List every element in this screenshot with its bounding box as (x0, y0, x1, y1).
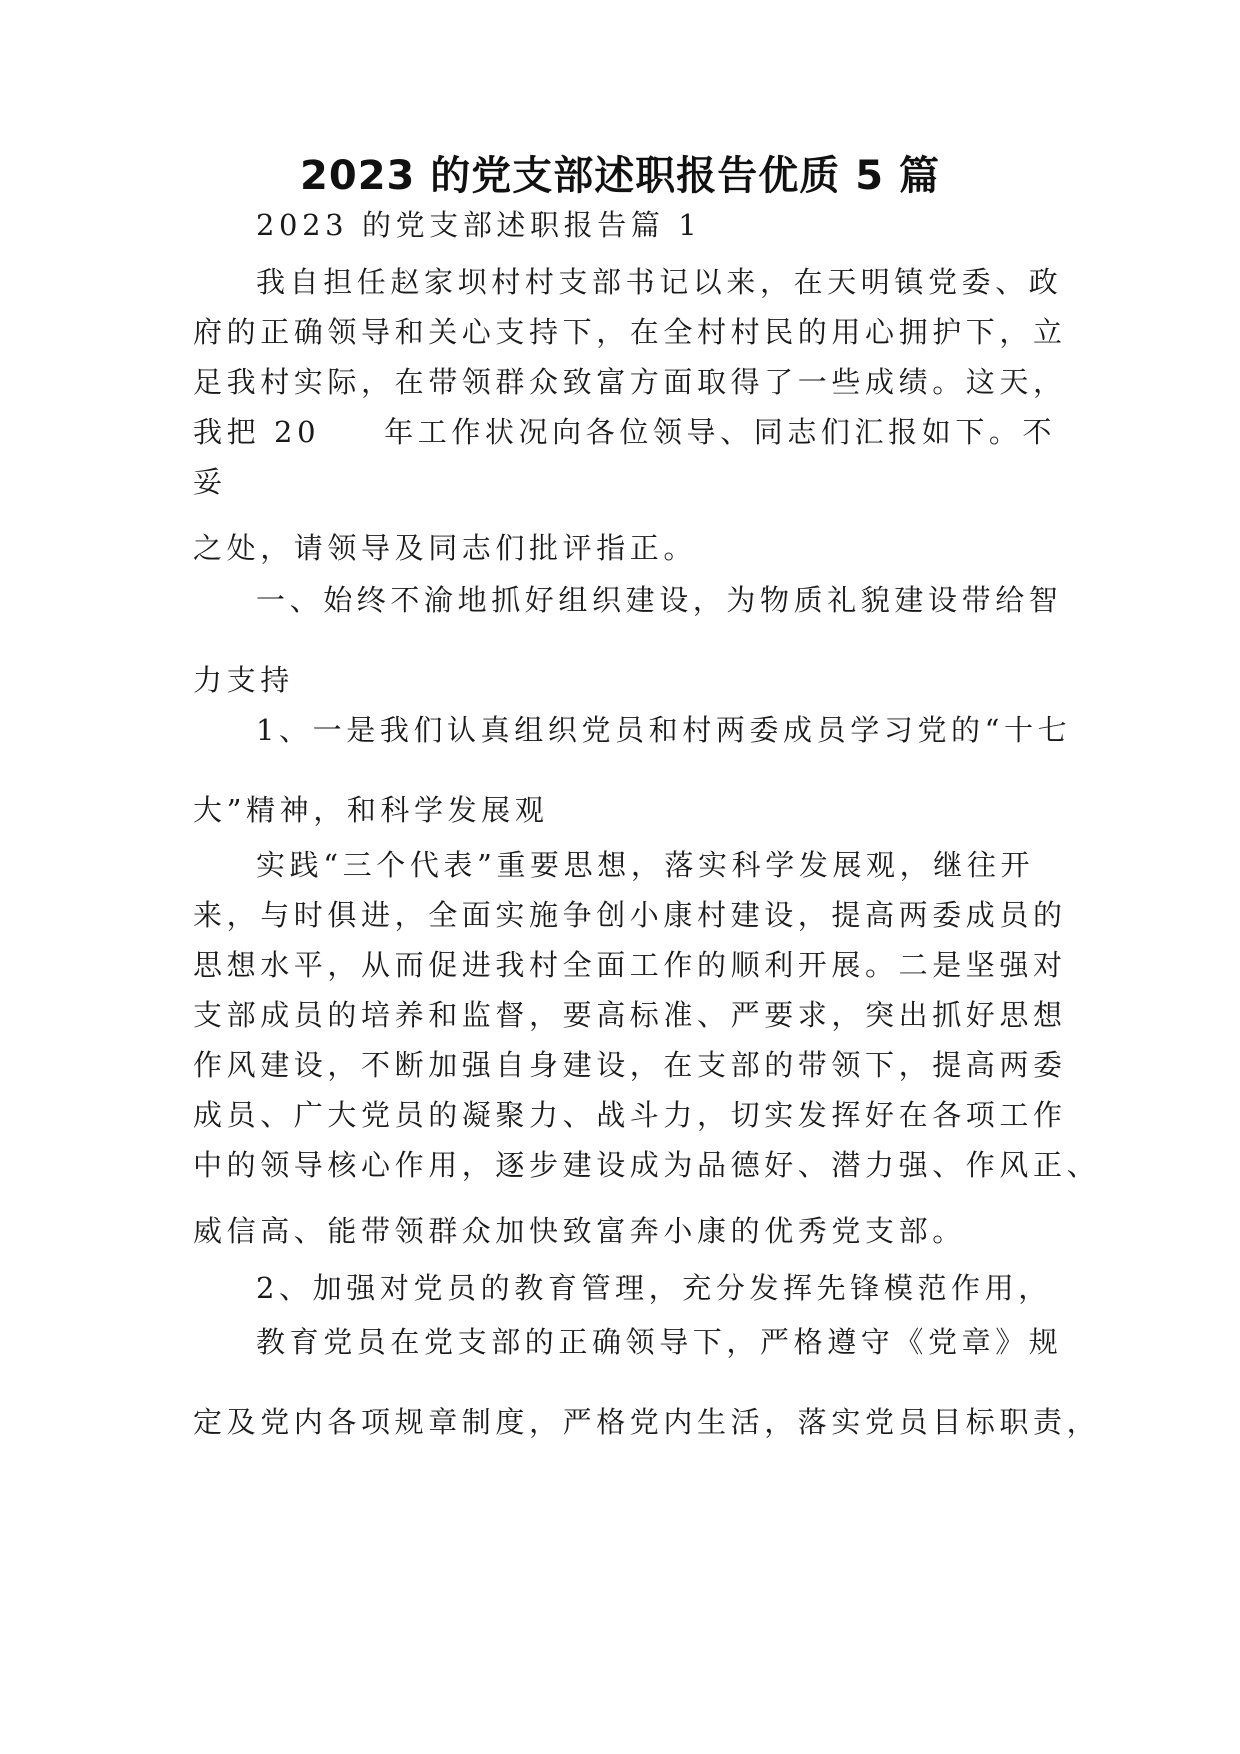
paragraph-line: 之处，请领导及同志们批评指正。 (193, 531, 698, 565)
paragraph-line: 我自担任赵家坝村村支部书记以来，在天明镇党委、政 (256, 265, 1063, 299)
paragraph-line: 力支持 (193, 663, 294, 697)
paragraph-line: 妥 (193, 465, 227, 499)
paragraph-line: 足我村实际，在带领群众致富方面取得了一些成绩。这天， (193, 365, 1067, 399)
paragraph-line: 来，与时俱进，全面实施争创小康村建设，提高两委成员的 (193, 898, 1067, 932)
paragraph-line: 一、始终不渝地抓好组织建设，为物质礼貌建设带给智 (256, 583, 1063, 617)
section-heading: 2023 的党支部述职报告篇 1 (256, 208, 702, 242)
paragraph-line: 威信高、能带领群众加快致富奔小康的优秀党支部。 (193, 1214, 966, 1248)
paragraph-fragment: 年工作状况向各位领导、同志们汇报如下。不 (384, 415, 1057, 449)
paragraph-line: 作风建设，不断加强自身建设，在支部的带领下，提高两委 (193, 1048, 1067, 1082)
paragraph-line: 实践“三个代表”重要思想，落实科学发展观，继往开 (256, 848, 1035, 882)
paragraph-line (193, 412, 1056, 452)
paragraph-line: 思想水平，从而促进我村全面工作的顺利开展。二是坚强对 (193, 948, 1067, 982)
paragraph-fragment: 我把 20 (193, 415, 321, 449)
paragraph-line: 成员、广大党员的凝聚力、战斗力，切实发挥好在各项工作 (193, 1098, 1067, 1132)
paragraph-line: 教育党员在党支部的正确领导下，严格遵守《党章》规 (256, 1325, 1063, 1359)
paragraph-line: 2、加强对党员的教育管理，充分发挥先锋模范作用， (256, 1271, 1052, 1305)
paragraph-line: 定及党内各项规章制度，严格党内生活，落实党员目标职责， (193, 1405, 1101, 1439)
paragraph-line: 1、一是我们认真组织党员和村两委成员学习党的“十七 (256, 713, 1072, 747)
paragraph-line: 支部成员的培养和监督，要高标准、严要求，突出抓好思想 (193, 998, 1067, 1032)
paragraph-line: 中的领导核心作用，逐步建设成为品德好、潜力强、作风正、 (193, 1148, 1101, 1182)
document-title: 2023 的党支部述职报告优质 5 篇 (300, 153, 940, 199)
paragraph-line: 大”精神，和科学发展观 (193, 793, 549, 827)
paragraph-line: 府的正确领导和关心支持下，在全村村民的用心拥护下，立 (193, 315, 1067, 349)
